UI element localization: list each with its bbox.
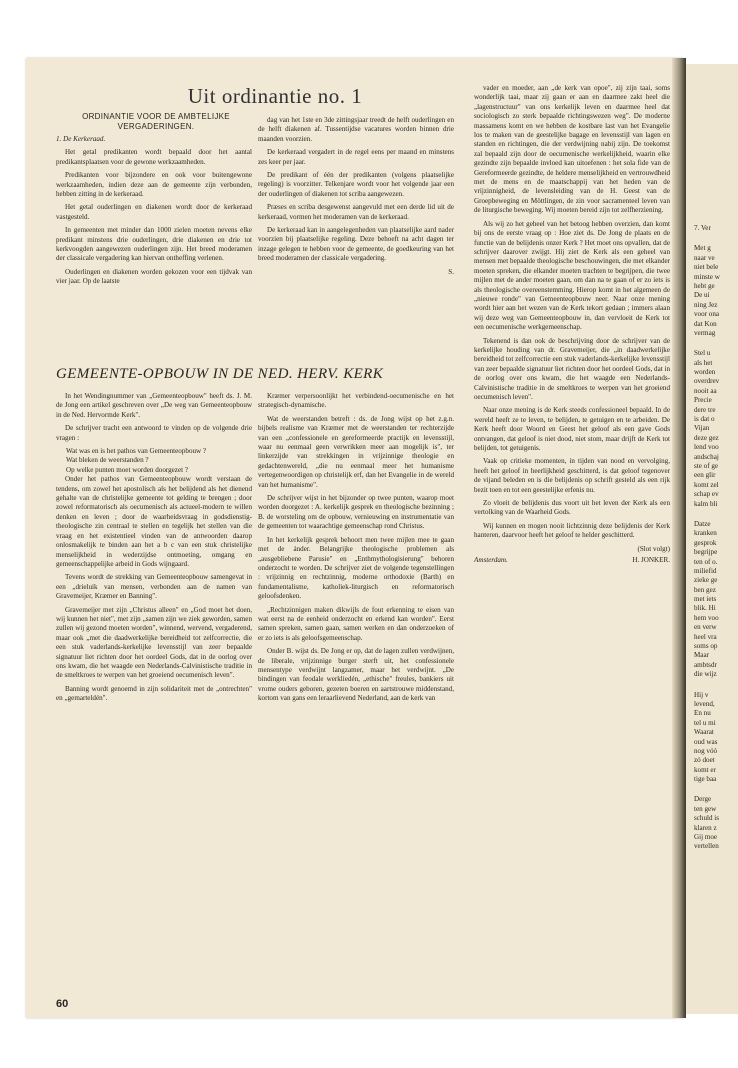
paragraph: Het getal predikanten wordt bepaald door het aantal predikantsplaatsen voor de gewone werkzaamheden. [56,148,252,166]
right-page-line: schap ev [694,490,719,499]
article2-author: H. JONKER. [632,556,670,565]
right-page-line: andschaj [694,452,719,461]
paragraph: Naar onze mening is de Kerk steeds confessioneel bepaald. In de wereld heeft ze te leven, te belijden, te getuigen en te arbeiden. De Kerk heeft door Woord en Geest het geloof als een gave Gods ontvangen, dat geloof is niet dood, niet stom, maar drijft de Kerk tot belijden, tot getuigenis. [474,406,670,453]
paragraph: Op welke punten moet worden doorgezet ? [66,465,188,474]
paragraph: Wat de weerstanden betreft : ds. de Jong wijst op het z.g.n. bijbels realisme van Kræmer met de weerstanden ter rechterzijde van een „confessionele en gereformeerde practijk en levensstijl, waar nu eenmaal geen verwrikken meer aan mogelijk is", ter linkerzijde van strekkingen in vrijzinnige theologie en gedachtenwereld, „die nu eenmaal meer het humanisme vertegenwoordigen op christelijk erf, dan het Evangelie in de wereld van het humanisme". [258,414,454,489]
right-page-line [694,784,738,795]
right-page-line: die wijz [694,670,717,679]
right-page-line: soms op [694,642,718,651]
right-page-line: nooit aa [694,386,717,395]
paragraph: De schrijver tracht een antwoord te vinden op de volgende drie vragen : [56,424,252,442]
right-page-line: ning Jez [694,300,718,309]
right-page-line: hem voo [694,613,719,622]
paragraph: De kerkeraad kan in aangelegenheden van plaatselijke aard nader voorzien bij plaatselijke regeling. Deze behoeft na acht dagen ter inzage gelegen te hebben voor de gemeente, de goedkeuring van het breed moderamen der classicale vergadering. [258,226,454,263]
right-page-line: Met g [694,244,711,253]
right-page-line: En nu [694,709,711,718]
right-page-line: vermag [694,328,716,337]
right-page-line: ben gez [694,585,716,594]
right-page-line: komt zel [694,480,719,489]
paragraph: Vaak op critieke momenten, in tijden van nood en vervolging, heeft het geloof in heerlijkheid geschitterd, is dat geloof tegenover de vijand beleden en is die belijdenis op schrift gesteld als een rijk bezit toen en tot een geestelijke erfenis nu. [474,457,670,494]
right-page-line: ten gew [694,804,717,813]
article1-heading: ORDINANTIE VOOR DE AMBTELIJKE VERGADERINGEN. [82,112,230,131]
paragraph: Ouderlingen en diakenen worden gekozen voor een tijdvak van vier jaar. Op de laatste [56,267,252,286]
page-gutter [672,58,686,1018]
right-page-text [694,224,738,852]
right-page-line: deze gez [694,433,719,442]
article2-col1 [56,392,252,708]
right-page-line: Vijan [694,424,710,433]
right-page-line: gesprok [694,538,717,547]
paragraph: Het getal ouderlingen en diakenen wordt door de kerkeraad vastgesteld. [56,203,252,221]
right-page-line: Waarat [694,728,714,737]
article1-section: 1. De Kerkeraad. [56,135,106,143]
paragraph: De kerkeraad vergadert in de regel eens per maand en minstens zes keer per jaar. [258,148,454,166]
paragraph: De schrijver wijst in het bijzonder op twee punten, waarop moet worden doorgezet : A. kerkelijk gesprek en theologische bezinning ; B. de worsteling om de opbouw, vernieuwing en instrumentatie van de gemeenten tot waarachtige gemeenschap rond Christus. [258,494,454,531]
right-page-line: zó doet [694,756,715,765]
paragraph: Zo vloeit de belijdenis dus voort uit het leven der Kerk als een vertolking van de Waarheid Gods. [474,499,670,517]
right-page-line: komt er [694,765,716,774]
article2-col3 [474,84,670,566]
right-page-line: zieke ge [694,576,718,585]
page-number: 60 [56,998,69,1010]
right-page-line: als het [694,358,713,367]
article1-col1 [56,135,252,291]
paragraph: Als wij zo het geheel van het betoog hebben overzien, dan komt bij ons de eerste vraag op : Hoe ziet ds. De Jong de plaats en de functie van de belijdenis onzer Kerk ? Het moet ons opvallen, dat de schrijver daarover zwijgt. Hij ziet de Kerk als een geheel van mensen met bepaalde theologische beschouwingen, die met elkander moeten spreken, die elkander moeten trachten te begrijpen, die twee mijlen met de ander moeten gaan, om dan na te gaan of er zo iets is als theologische overeenstemming. Hierop komt in het algemeen de „nieuwe ronde" van Gemeenteopbouw neer. Naar onze mening wordt hier aan het wezen van de Kerk tekort gedaan ; immers alaan wij deze weg van Gemeenteopbouw in, dan vervloeit de Kerk tot een oecumenische werkgemeenschap. [474,219,670,332]
right-page-line: klaren z [694,823,717,832]
paragraph: Præses en scriba desgewenst aangevuld met een derde lid uit de kerkeraad, vormen het moderamen van de kerkeraad. [258,203,454,221]
paragraph: Kræmer verpersoonlijkt het verbindend-oecumenische en het strategisch-dynamische. [258,392,454,410]
article1-col2 [258,116,454,277]
right-page-line: overdrev [694,377,720,386]
paragraph: dag van het 1ste en 3de zittingsjaar treedt de helft ouderlingen en de helft diakenen af. Tussentijdse vacatures worden binnen drie maanden voorzien. [258,116,454,143]
right-page-line: Precie [694,396,712,405]
right-page-line: kranken [694,529,717,538]
paragraph: Onder B. wijst ds. De Jong er op, dat de lagen zullen verdwijnen, de liberale, vrijzinnige burger sterft uit, het confessionele mensentype verdwijnt langzamer, maar het verdwijnt. „De bindingen van feodale werkliedén, „ethische" freules, bankiers uit vrome ouders geboren, gezeten boeren en aartstrouwe middenstand, kortom van gans een leraarlievend Nederland, aan de kerk van [258,647,454,703]
right-page-line: ste of ge [694,461,719,470]
right-page-line: dere tre [694,405,716,414]
right-page-line [694,680,738,691]
right-page-line: minste w [694,272,720,281]
paragraph: Tevens wordt de strekking van Gemeenteopbouw samengevat in een „drieluik van mensen, verbonden aan de namen van Gravemeijer, Kræmer en Banning". [56,573,252,601]
right-page-line: is dat o [694,415,715,424]
right-page-line: Stel u [694,349,711,358]
paragraph: Tekenend is dan ook de beschrijving door de schrijver van de kerkelijke houding van dr. Gravemeijer, die „in daadwerkelijke bereidheid tot zelfcorrectie een stuk vaderlands-kerkelijke levensstijl van zeer bepaalde signatuur liet richten door het oordeel Gods, dat in de oorlog over ons kwam, die het waagde een Nederlands-Calvinistische traditie in de smeltkroes te werpen van het groeiend oecumenisch leven". [474,336,670,401]
right-page-line: Gij moe [694,833,718,842]
right-page-line: en verw [694,623,717,632]
article2-col2 [258,392,454,708]
right-page-line: hebt ge [694,281,715,290]
paragraph: Wat bleken de weerstanden ? [66,456,149,465]
right-page-line: 7. Ver [694,224,711,232]
paragraph: Wat was en is het pathos van Gemeenteopbouw ? [66,447,207,456]
right-page-line: blik. Hi [694,604,716,613]
paragraph: In gemeenten met minder dan 1000 zielen moeten nevens elke predikant minstens drie ouderlingen, drie diakenen en drie tot kerkvoogden aangewezen ouderlingen zijn. Het breed moderamen der classicale vergadering kan hiervan ontheffing verlenen. [56,226,252,263]
right-page-line: vertellen [694,842,719,851]
right-page-line: dat Kon [694,319,717,328]
right-page [686,64,738,1014]
paragraph: Gravemeijer met zijn „Christus alleen" en „God moet het doen, wij kunnen het niet", met zijn „samen zijn we ziek geworden, samen zullen wij gezond moeten worden", winnend, wervend, vergaderend, maar ook „met die daadwerkelijke bereidheid tot zelfcorrectie, die een stuk vaderlands-kerkelijke levensstijl van zeer bepaalde signatuur liet richten door het oordeel Gods, dat in de oorlog over ons kwam, die het waagde een Nederlands-Calvinistische traditie in de smeltkroes te werpen van het groeiend oecumenisch leven". [56,605,252,680]
article1-signature: S. [448,267,454,276]
right-page-line: niet bele [694,263,719,272]
question-list [56,447,252,475]
slot-volgt: (Slot volgt) [637,544,670,553]
right-page-line: met iets [694,595,717,604]
right-page-line: Datze [694,519,711,528]
paragraph: Onder het pathos van Gemeenteopbouw wordt verstaan de tendens, om zowel het apostolisch als het belijdend als het dienend gehalte van de christelijke gemeente tot gelding te brengen ; door zowel reformatorisch als oecumenisch als actueel-modern te willen denken en leven ; door de waarheidsvraag in godsdienstig-theologische zin centraal te stellen en tegelijk het stellen van die vraag en het existentieel vinden van de antwoorden daarop onlosmakelijk te binden aan het a b c van een stuk christelijke menselijkheid in wederzijdse ontmoeting, omgang en gemeenschappelijke arbeid in Gods wijngaard. [56,475,252,568]
right-page-line: lend voo [694,443,719,452]
paragraph: Banning wordt genoemd in zijn solidariteit met de „ontrechten" en „gemarteldén". [56,684,252,703]
right-page-line: heel vra [694,632,717,641]
paragraph: Wij kunnen en mogen nooit lichtzinnig deze belijdenis der Kerk hanteren, daarvoor heeft het geloof te helder geschitterd. [474,521,670,540]
right-page-line: kalm bli [694,499,718,508]
right-page-line: oud was [694,737,718,746]
right-page-line: De ui [694,291,710,300]
right-page-line: Derge [694,795,712,804]
right-page-line: ten of o. [694,557,718,566]
right-page-line: Maar [694,651,709,660]
right-page-line: nog vóó [694,746,718,755]
right-page-line: ambtsdr [694,660,717,669]
right-page-line: miliefid [694,566,717,575]
right-page-line: begrijpe [694,548,718,557]
paragraph: „Rechtzinnigen maken dikwijls de fout erkenning te eisen van wat eerst na de eenheid onderzocht en erkend kan worden". Eerst samen spreken, samen gaan, samen werken en dan onderzoeken of er zo iets is als geloofsgemeenschap. [258,605,454,642]
right-page-line: levend, [694,699,715,708]
right-page-line: schuld is [694,814,720,823]
article1-title: Uit ordinantie no. 1 [187,84,363,108]
right-page-line: een glir [694,471,716,480]
right-page-line: tige baa [694,775,717,784]
paragraph: De predikant of één der predikanten (volgens plaatselijke regeling) is voorzitter. Telkenjare wordt voor het volgende jaar een der ouderlingen of diakenen tot scriba aangewezen. [258,171,454,198]
right-page-line: Hij v [694,690,709,699]
right-page-line: worden [694,368,716,377]
right-page-line [694,338,738,349]
article2-title: GEMEENTE-OPBOUW IN DE NED. HERV. KERK [56,366,384,382]
paragraph: Predikanten voor bijzondere en ook voor buitengewone werkzaamheden, indien deze aan de gemeente zijn verbonden, hebben zitting in de kerkeraad. [56,171,252,199]
paragraph: In het kerkelijk gesprek behoort men twee mijlen mee te gaan met de ánder. Belangrijke theologische problemen als „ausgebliebene Parusie" en „Enthmythologisierung" behoren onderzocht te worden. De schrijver ziet de volgende tegenstellingen : vrijzinnig en rechtzinnig, moderne orthodoxie (Barth) en fundamentalisme, katholiek-liturgisch en reformatorisch geloofsdenken. [258,535,454,601]
right-page-line: tel u mi [694,718,716,727]
right-page-line: naar ve [694,253,715,262]
article2-place: Amsterdam. [474,556,508,565]
paragraph: In het Wendingnummer van „Gemeenteopbouw" heeft ds. J. M. de Jong een artikel geschreven over „De weg van Gemeenteopbouw in de Ned. Hervormde Kerk". [56,392,252,419]
right-page-line [694,233,738,244]
right-page-line [694,509,738,520]
paragraph: vader en moeder, aan „de kerk van opoe", zij zijn taai, soms wonderlijk taai, maar zij gaan er aan en daarmee zakt heel die „lagenstructuur" van ons kerkelijk leven en daarmee heel dat sociologisch zo sterk bepaalde richtingswezen weg". De moderne massamens komt en we hebben de kostbare last van het Evangelie los te maken van de geestelijke bagage en levensstijl van lagen en standen en richtingen, die der verdwijning nabij zijn. De toekomst zal bepaald zijn door de oecumenische werkelijkheid, waarin elke gezindte zijn bepaalde invloed kan uitoefenen : het sola fide van de Gereformeerde gezindte, de heldere menselijkheid en vertrouwdheid met de mens en de maatschappij van het heden van de vrijzinnigheid, de levensleiding van de H. Geest van de Groepbeweging en Möttlingen, de zin voor sacramenteel leven van de liturgische beweging. Wij moeten bereid zijn tot zelfherziening. [474,84,670,215]
right-page-line: voor ona [694,310,720,319]
